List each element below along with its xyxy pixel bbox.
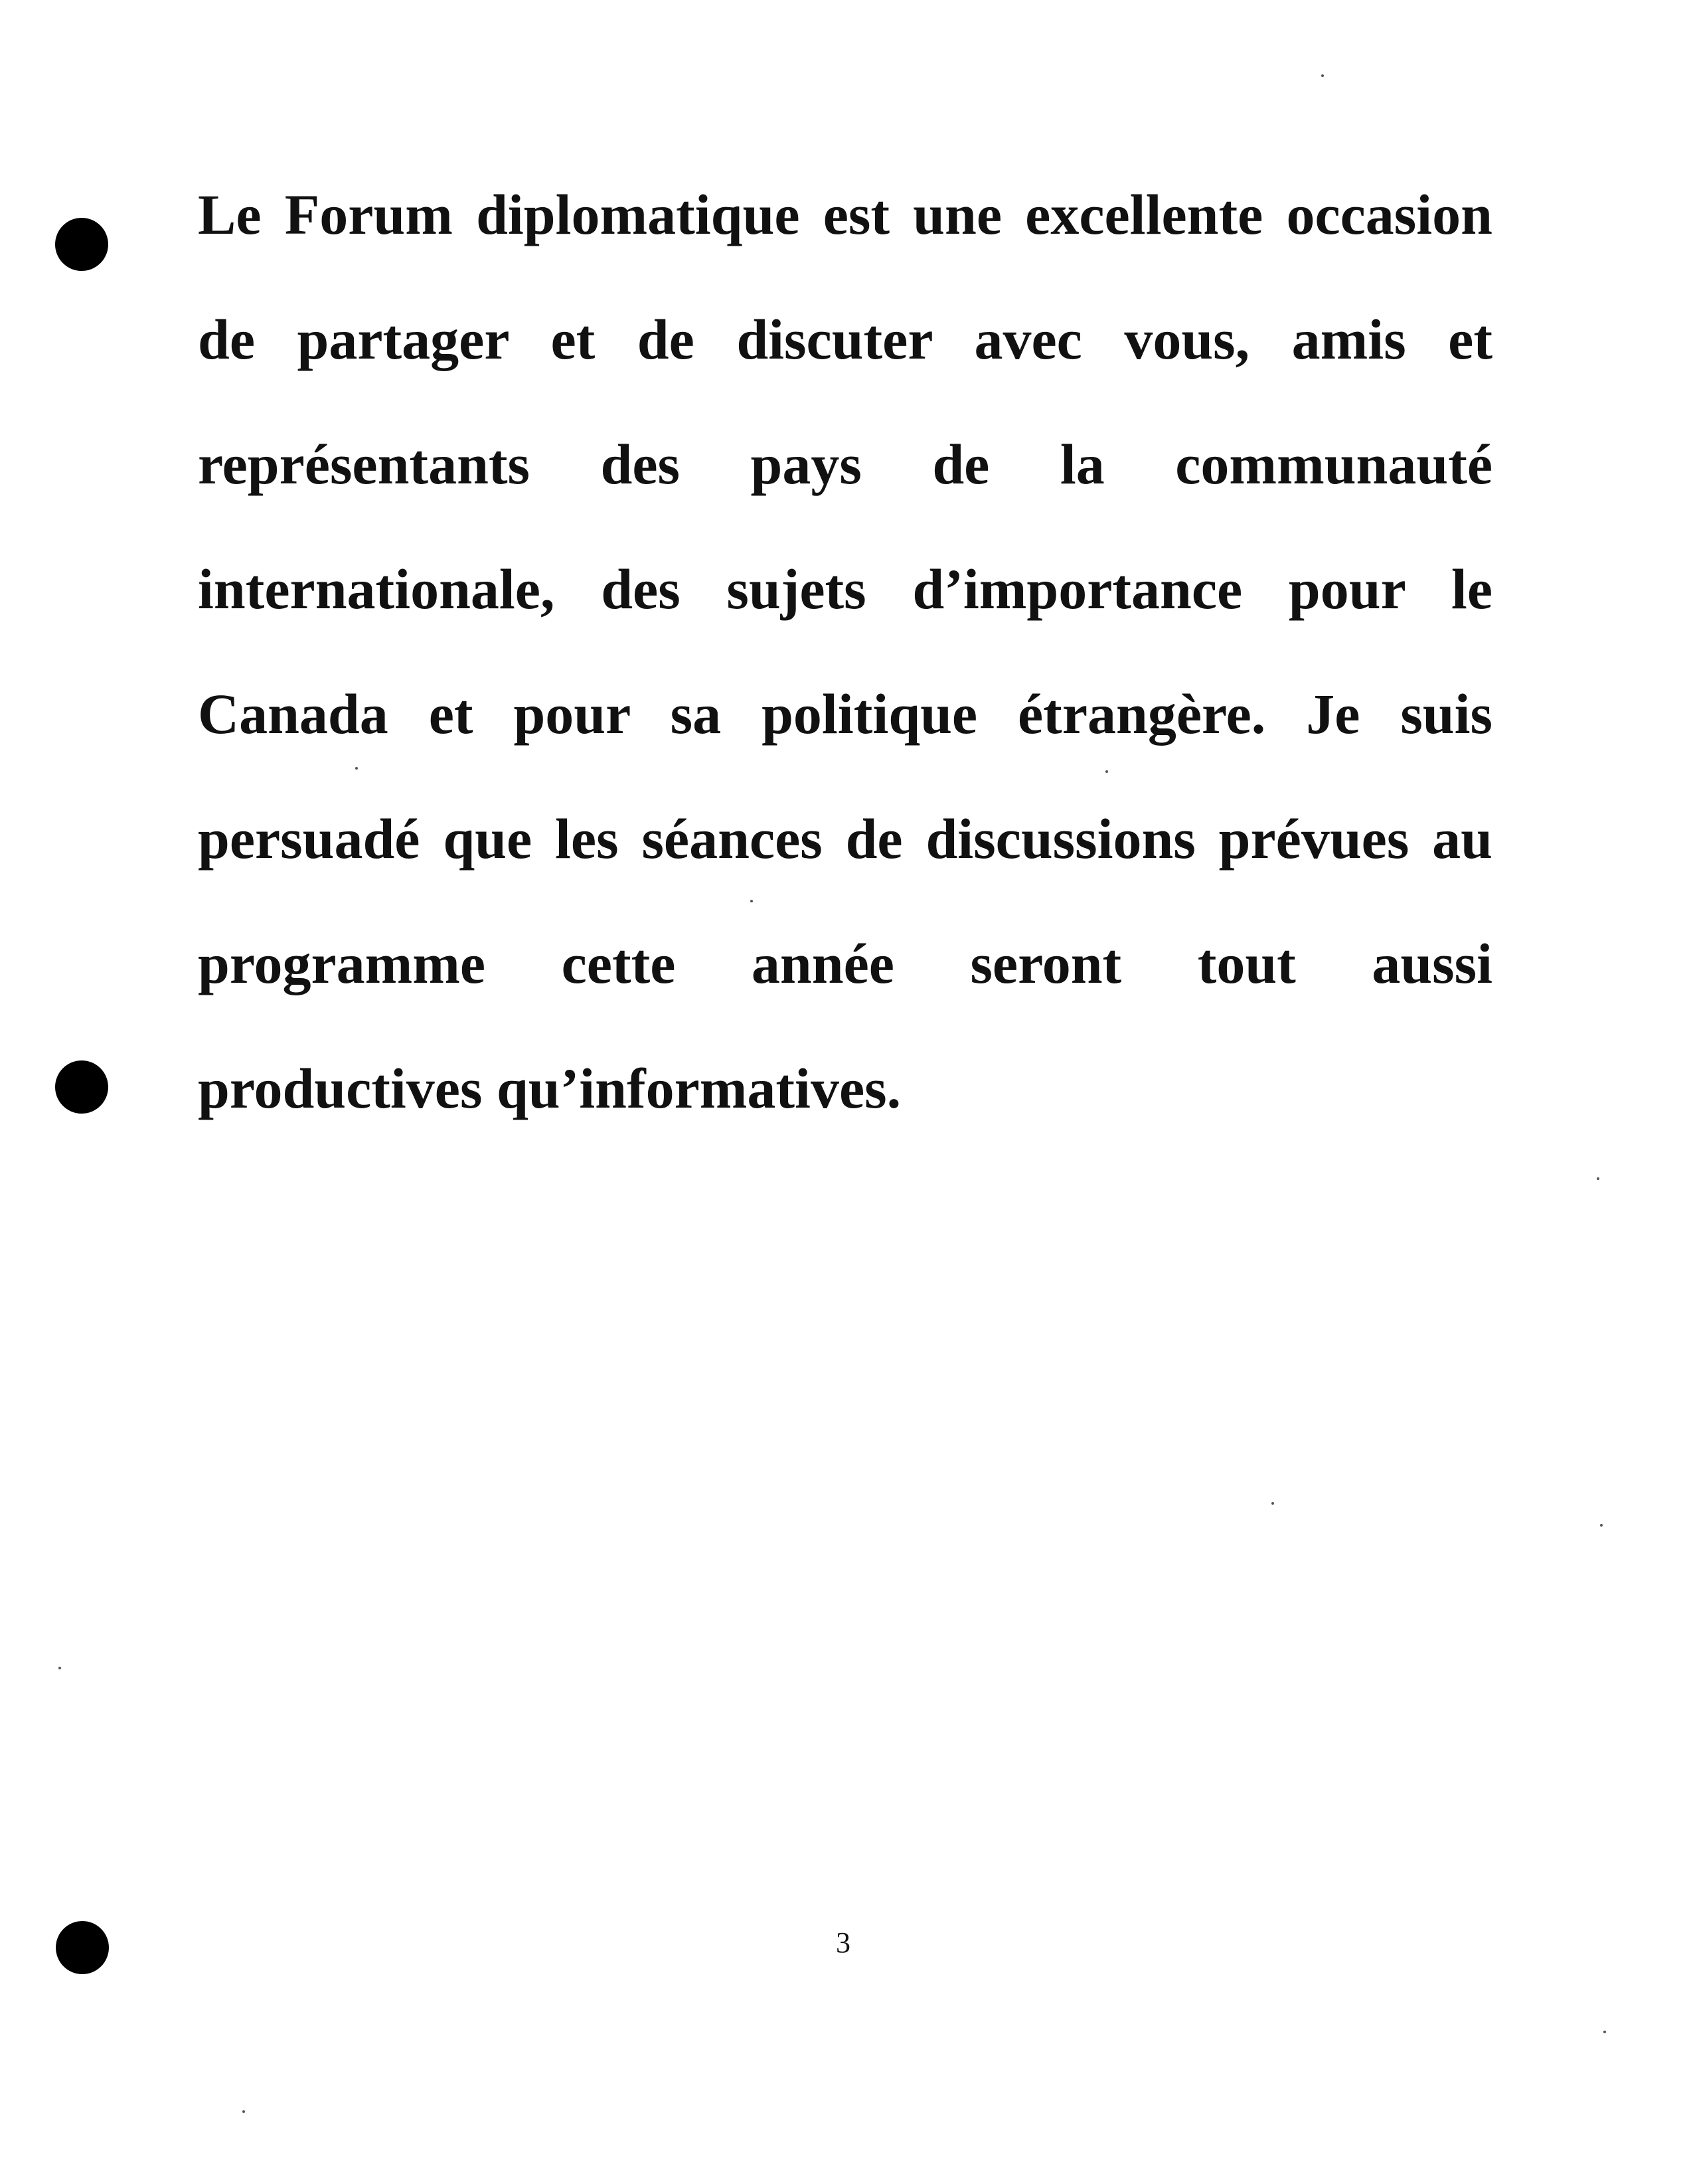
paragraph-line: Canada et pour sa politique étrangère. Je suis bbox=[198, 682, 1492, 746]
scan-speck bbox=[1271, 1502, 1274, 1505]
scan-speck bbox=[1600, 1524, 1603, 1527]
scan-speck bbox=[242, 2110, 245, 2113]
paragraph-line: de partager et de discuter avec vous, amis et bbox=[198, 307, 1492, 371]
body-paragraph bbox=[198, 178, 1492, 1177]
paragraph-line: persuadé que les séances de discussions prévues au bbox=[198, 807, 1492, 871]
punch-hole-top bbox=[55, 218, 108, 271]
scan-speck bbox=[1321, 74, 1324, 77]
scan-speck bbox=[1597, 1177, 1599, 1180]
paragraph-line: programme cette année seront tout aussi bbox=[198, 932, 1492, 995]
scan-speck bbox=[1105, 770, 1108, 773]
scan-speck bbox=[355, 767, 358, 770]
paragraph-line: Le Forum diplomatique est une excellente occasion bbox=[198, 183, 1492, 246]
paragraph-line: internationale, des sujets d’importance pour le bbox=[198, 557, 1492, 621]
punch-hole-middle bbox=[55, 1060, 108, 1114]
punch-hole-bottom bbox=[56, 1921, 109, 1974]
page-number: 3 bbox=[836, 1926, 850, 1959]
scan-speck bbox=[58, 1667, 61, 1669]
paragraph-line: productives qu’informatives. bbox=[198, 1056, 902, 1120]
paragraph-line: représentants des pays de la communauté bbox=[198, 432, 1492, 496]
scan-speck bbox=[750, 900, 753, 902]
scan-speck bbox=[1603, 2031, 1606, 2033]
